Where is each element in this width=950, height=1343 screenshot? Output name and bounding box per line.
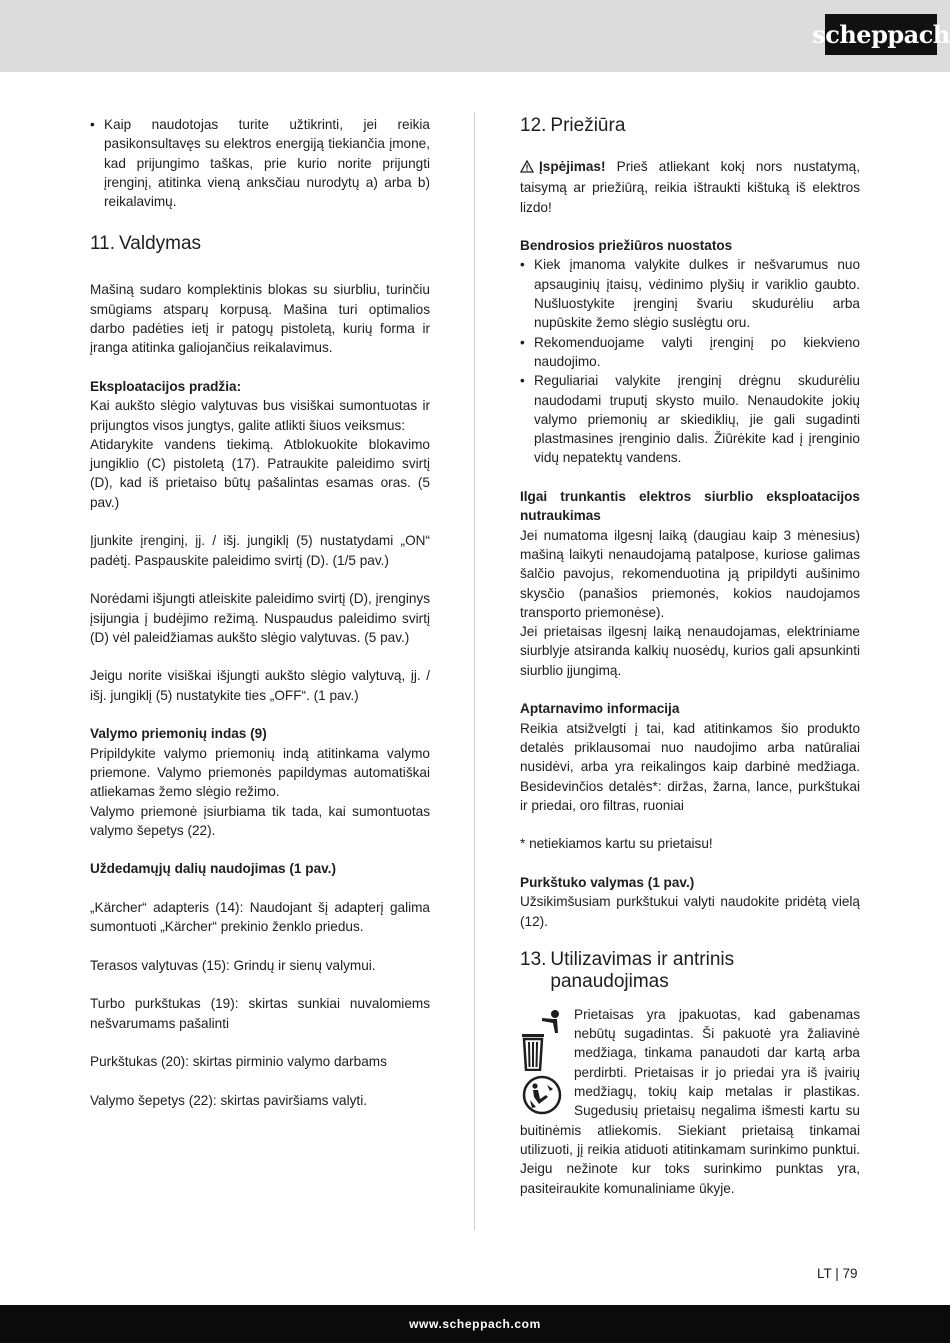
disposal-icons — [520, 1009, 564, 1115]
switch-off-paragraph: Jeigu norite visiškai išjungti aukšto slėgio valytuvą, įj. / išj. jungiklį (5) nustatykite ties „OFF“. (1 pav.) — [90, 668, 430, 703]
general-maintenance-heading: Bendrosios priežiūros nuostatos — [520, 238, 733, 254]
waste-bin-icon — [520, 1009, 564, 1071]
maintenance-item: • Rekomenduojame valyti įrenginį po kiekvieno naudojimo. — [520, 333, 860, 372]
recycling-icon — [520, 1075, 564, 1115]
long-term-storage-paragraph-1: Jei numatoma ilgesnį laiką (daugiau kaip 3 mėnesius) mašiną laikyti nenaudojamą patalpose, kuriose galimas šalčio pavojus, rekomenduotina ją pripildyti aušinimo skysčio (panašios priemonės, kokios naudojamos transporto priemonėse). — [520, 527, 860, 620]
maintenance-item: • Reguliariai valykite įrenginį drėgnu skudurėliu naudodami truputį skysto muilo. Nenaudokite jokių valymo priemonių ar skiediklių, jie gali sugadinti plastmasines įrenginio dalis. Žiūrėkite kad į įrenginio vidų nepatektų vandens. — [520, 371, 860, 467]
brand-logo — [812, 14, 950, 55]
startup-heading: Eksploatacijos pradžia: — [90, 378, 242, 394]
disposal-block — [520, 1005, 860, 1198]
switch-on-paragraph: Įjunkite įrenginį, įj. / išj. jungiklį (5) nustatydami „ON“ padėtį. Paspauskite paleidimo svirtį (D). (1/5 pav.) — [90, 533, 430, 568]
startup-paragraph-1: Kai aukšto slėgio valytuvas bus visiškai sumontuotas ir prijungtos visos jungtys, galite atlikti šiuos veiksmus: — [90, 398, 430, 433]
warning-label: Įspėjimas! — [539, 159, 606, 174]
section-11-number: 11. — [90, 233, 116, 255]
section-13-title — [550, 949, 734, 993]
section-12-heading — [520, 115, 860, 137]
section-11-heading — [90, 233, 430, 255]
service-info-heading: Aptarnavimo informacija — [520, 701, 680, 717]
attachment-karcher-adapter: „Kärcher“ adapteris (14): Naudojant šį adapterį galima sumontuoti „Kärcher“ prekinio ženklo priedus. — [90, 899, 430, 935]
attachments-heading: Uždedamųjų dalių naudojimas (1 pav.) — [90, 861, 336, 877]
standby-paragraph: Norėdami išjungti atleiskite paleidimo svirtį (D), įrenginys įsijungia į budėjimo režimą. Nuspaudus paleidimo svirtį (D) vėl paleidžiamas aukšto slėgio valytuvas. (5 pav.) — [90, 591, 430, 645]
footer-bar — [0, 1305, 950, 1343]
section-11-title: Valdymas — [119, 233, 202, 255]
attachment-nozzle: Purkštukas (20): skirtas pirminio valymo darbams — [90, 1054, 387, 1070]
attachment-brush: Valymo šepetys (22): skirtas paviršiams valyti. — [90, 1092, 367, 1108]
brand-logo-text: scheppach — [812, 20, 950, 49]
disposal-paragraph: Prietaisas yra įpakuotas, kad gabenamas nebūtų sugadintas. Ši pakuotė yra žaliavinė medžiaga, tinkama panaudoti dar kartą arba perdirbti. Prietaisas ir jo priedai yra iš įvairių medžiagų, tokių kaip metalas ir plastikas. Sugedusių prietaisų negalima išmesti kartu su buitinėmis atliekomis. Siekiant prietaisą tinkamai utilizuoti, jį reikia atiduoti atitinkamam surinkimo punktui. Jeigu nežinote kur toks surinkimo punktas yra, pasiteiraukite komunaliniame ūkyje. — [520, 1006, 860, 1196]
attachment-patio-cleaner: Terasos valytuvas (15): Grindų ir sienų valymui. — [90, 957, 376, 973]
nozzle-cleaning-heading: Purkštuko valymas (1 pav.) — [520, 874, 695, 890]
right-column — [520, 115, 860, 1198]
detergent-paragraph-2: Valymo priemonė įsiurbiama tik tada, kai sumontuotas valymo šepetys (22). — [90, 803, 430, 838]
section-13-number: 13. — [520, 948, 547, 970]
section-13-title-line-1: Utilizavimas ir antrinis — [550, 948, 735, 970]
section-12-number: 12. — [520, 115, 547, 136]
long-term-storage-heading: Ilgai trunkantis elektros siurblio eksploatacijos nutraukimas — [520, 489, 860, 524]
warning-paragraph — [520, 157, 860, 217]
attachment-turbo-nozzle: Turbo purkštukas (19): skirtas sunkiai nuvalomiems nešvarumams pašalinti — [90, 996, 430, 1031]
section-13-title-line-2: panaudojimas — [550, 970, 669, 992]
service-info-paragraph: Reikia atsižvelgti į tai, kad atitinkamos šio produkto detalės priklausomai nuo naudojimo arba natūraliai nusidėvi, arba yra reikalingos kaip darbinė medžiaga. Besidevinčios detalės*: diržas, žarna, lance, purkštukai ir priedai, oro filtras, ruoniai — [520, 720, 860, 813]
column-divider — [474, 112, 475, 1230]
general-maintenance-list — [520, 255, 860, 467]
detergent-heading: Valymo priemonių indas (9) — [90, 726, 267, 742]
website-url: www.scheppach.com — [409, 1317, 541, 1331]
service-footnote: * netiekiamos kartu su prietaisu! — [520, 836, 713, 852]
page-number: LT | 79 — [817, 1266, 858, 1281]
nozzle-cleaning-paragraph: Užsikimšusiam purkštukui valyti naudokite pridėtą vielą (12). — [520, 894, 860, 929]
intro-list — [90, 115, 430, 211]
startup-paragraph-2: Atidarykite vandens tiekimą. Atblokuokite blokavimo jungiklio (C) pistoletą (17). Patraukite paleidimo svirtį (D), kad iš prietaiso būtų pašalintas esamas oras. (5 pav.) — [90, 436, 430, 510]
left-column — [90, 115, 430, 1110]
warning-triangle-icon — [520, 159, 534, 178]
header-bar — [0, 0, 950, 72]
section-12-title: Priežiūra — [550, 115, 626, 136]
intro-bullet: • Kaip naudotojas turite užtikrinti, jei reikia pasikonsultavęs su elektros energiją tiekiančia įmone, kad prijungimo taškas, prie kurio norite prijungti įrenginį, atitinka vieną anksčiau nurodytų a) arba b) reikalavimų. — [90, 115, 430, 211]
section-13-heading — [520, 949, 860, 993]
warning-text: Prieš atliekant kokį nors nustatymą, taisymą ar priežiūrą, reikia ištraukti kištuką iš elektros lizdo! — [520, 159, 860, 215]
operation-intro: Mašiną sudaro komplektinis blokas su siurbliu, turinčiu smūgiams atsparų korpusą. Mašina turi optimalios darbo padėties ietį ir patogų pistoletą, kurių forma ir įranga atitinka galiojančius reikalavimus. — [90, 282, 430, 356]
detergent-paragraph-1: Pripildykite valymo priemonių indą atitinkama valymo priemone. Valymo priemonės papildymas automatiškai atliekamas žemo slėgio režimo. — [90, 745, 430, 800]
long-term-storage-paragraph-2: Jei prietaisas ilgesnį laiką nenaudojamas, elektriniame siurblyje atsiranda kalkių nuosėdų, kurios gali apsunkinti siurblio įjungimą. — [520, 624, 860, 678]
maintenance-item: • Kiek įmanoma valykite dulkes ir nešvarumus nuo apsauginių įtaisų, vėdinimo plyšių ir variklio gaubto. Nušluostykite įrenginį švariu skudurėliu arba nupūskite žemo slėgio suslėgtu oru. — [520, 255, 860, 332]
